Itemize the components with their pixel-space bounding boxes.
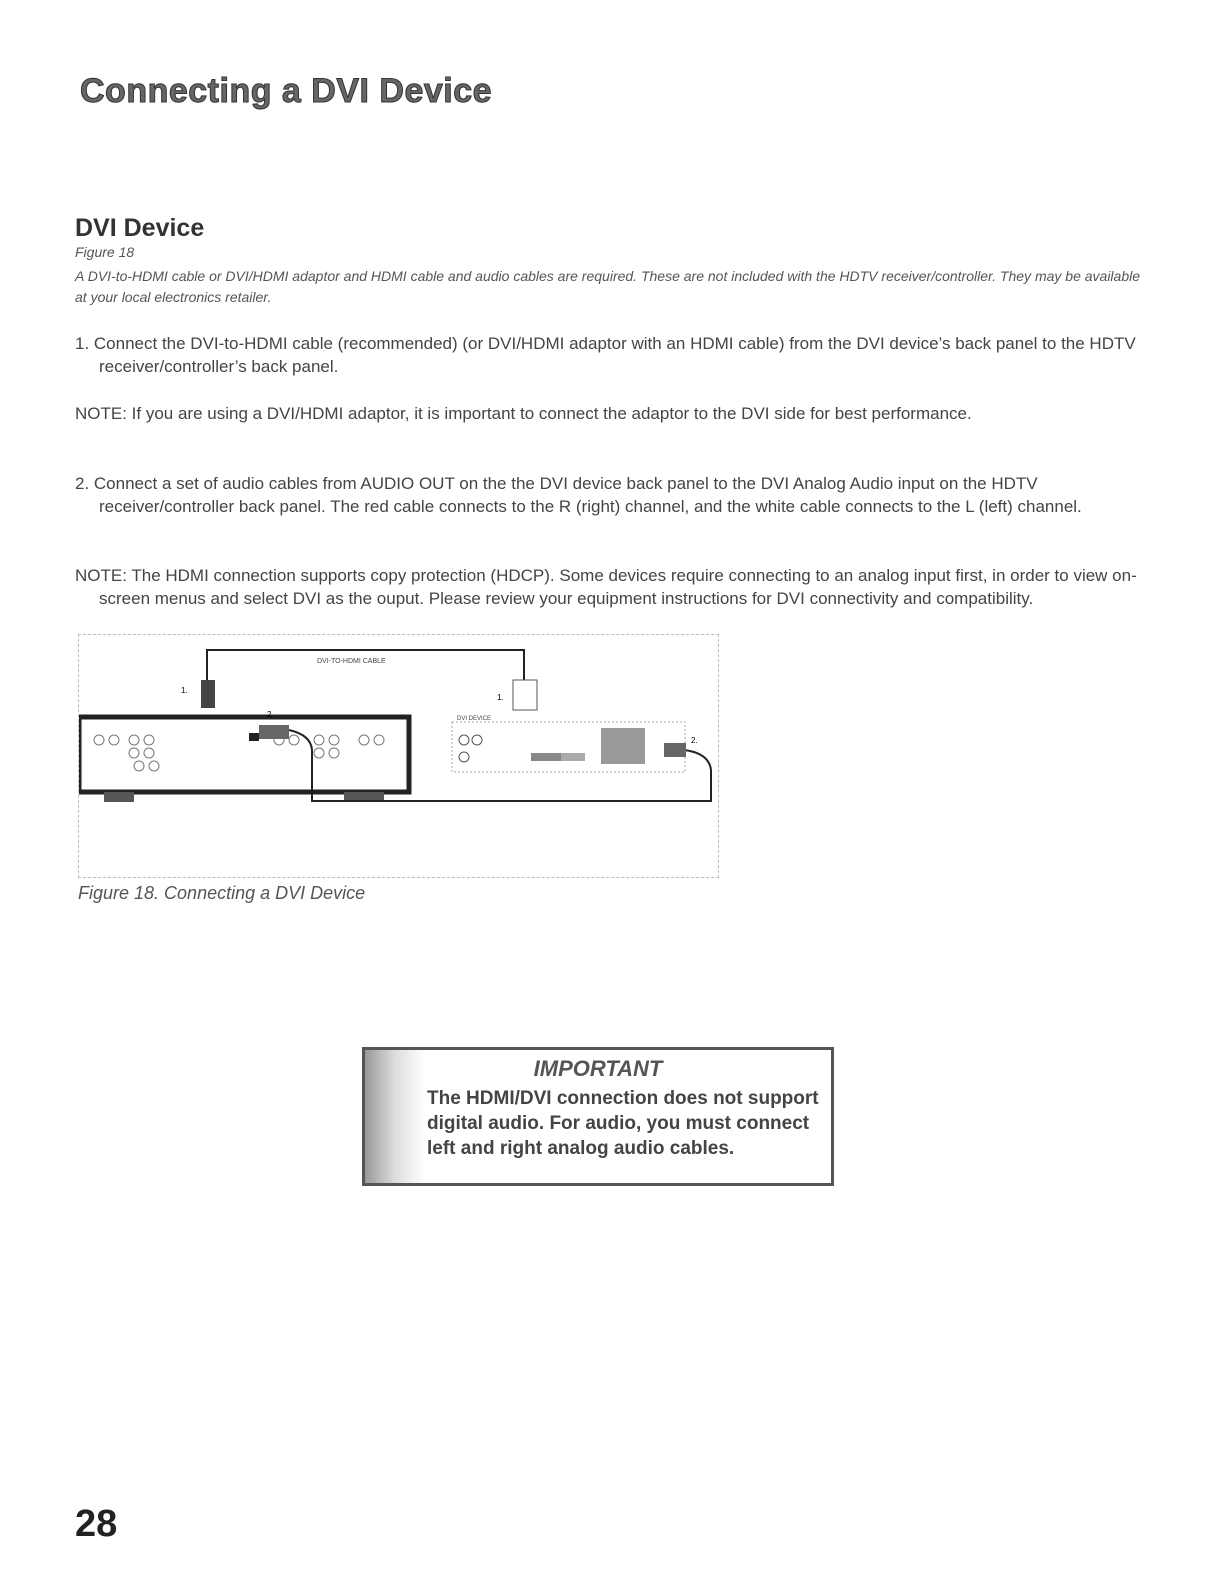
hdmi-plug [201,680,215,708]
page-title: Connecting a DVI Device [80,72,493,110]
dvi-device-back-panel [452,722,685,772]
step-2: 2. Connect a set of audio cables from AUDIO OUT on the the DVI device back panel to the DVI Analog Audio input on the HDTV receiver/controller back panel. The red cable connects to the R (right) channel, and the white cable connects to the L (left) channel. [75,474,1082,516]
important-callout [362,1047,834,1186]
connection-diagram [78,634,719,878]
audio-plugs-receiver [259,725,289,739]
figure-caption: Figure 18. Connecting a DVI Device [78,883,366,903]
step1-label-device: 1. [497,693,504,702]
dvi-plug [513,680,537,710]
device-label: DVI DEVICE [457,716,492,722]
page-number: 28 [75,1503,118,1545]
cable-label: DVI-TO-HDMI CABLE [317,658,386,665]
hdtv-receiver-back-panel [79,717,409,802]
step-1: 1. Connect the DVI-to-HDMI cable (recommended) (or DVI/HDMI adaptor with an HDMI cable) from the DVI device’s back panel to the HDTV receiver/controller’s back panel. [75,334,1136,376]
note-hdcp: NOTE: The HDMI connection supports copy protection (HDCP). Some devices require connecting to an analog input first, in order to view on-screen menus and select DVI as the ouput. Please review your equipment instructions for DVI connectivity and compatibility. [75,566,1137,608]
note-adaptor: NOTE: If you are using a DVI/HDMI adaptor, it is important to connect the adaptor to the DVI side for best performance. [75,404,972,423]
important-heading: IMPORTANT [533,1056,663,1081]
audio-plugs-device [664,743,686,757]
dvi-to-hdmi-cable [207,650,524,680]
step1-label-receiver: 1. [181,686,188,695]
requirement-note: A DVI-to-HDMI cable or DVI/HDMI adaptor and HDMI cable and audio cables are required. These are not included with the HDTV receiver/controller. They may be available at your local electronics retailer. [75,268,1141,305]
step2-label-receiver: 2. [267,710,274,719]
important-text: The HDMI/DVI connection does not support digital audio. For audio, you must connect left and right analog audio cables. [427,1088,819,1159]
section-heading: DVI Device [75,214,205,242]
step2-label-device: 2. [691,736,698,745]
figure-reference: Figure 18 [75,244,135,260]
